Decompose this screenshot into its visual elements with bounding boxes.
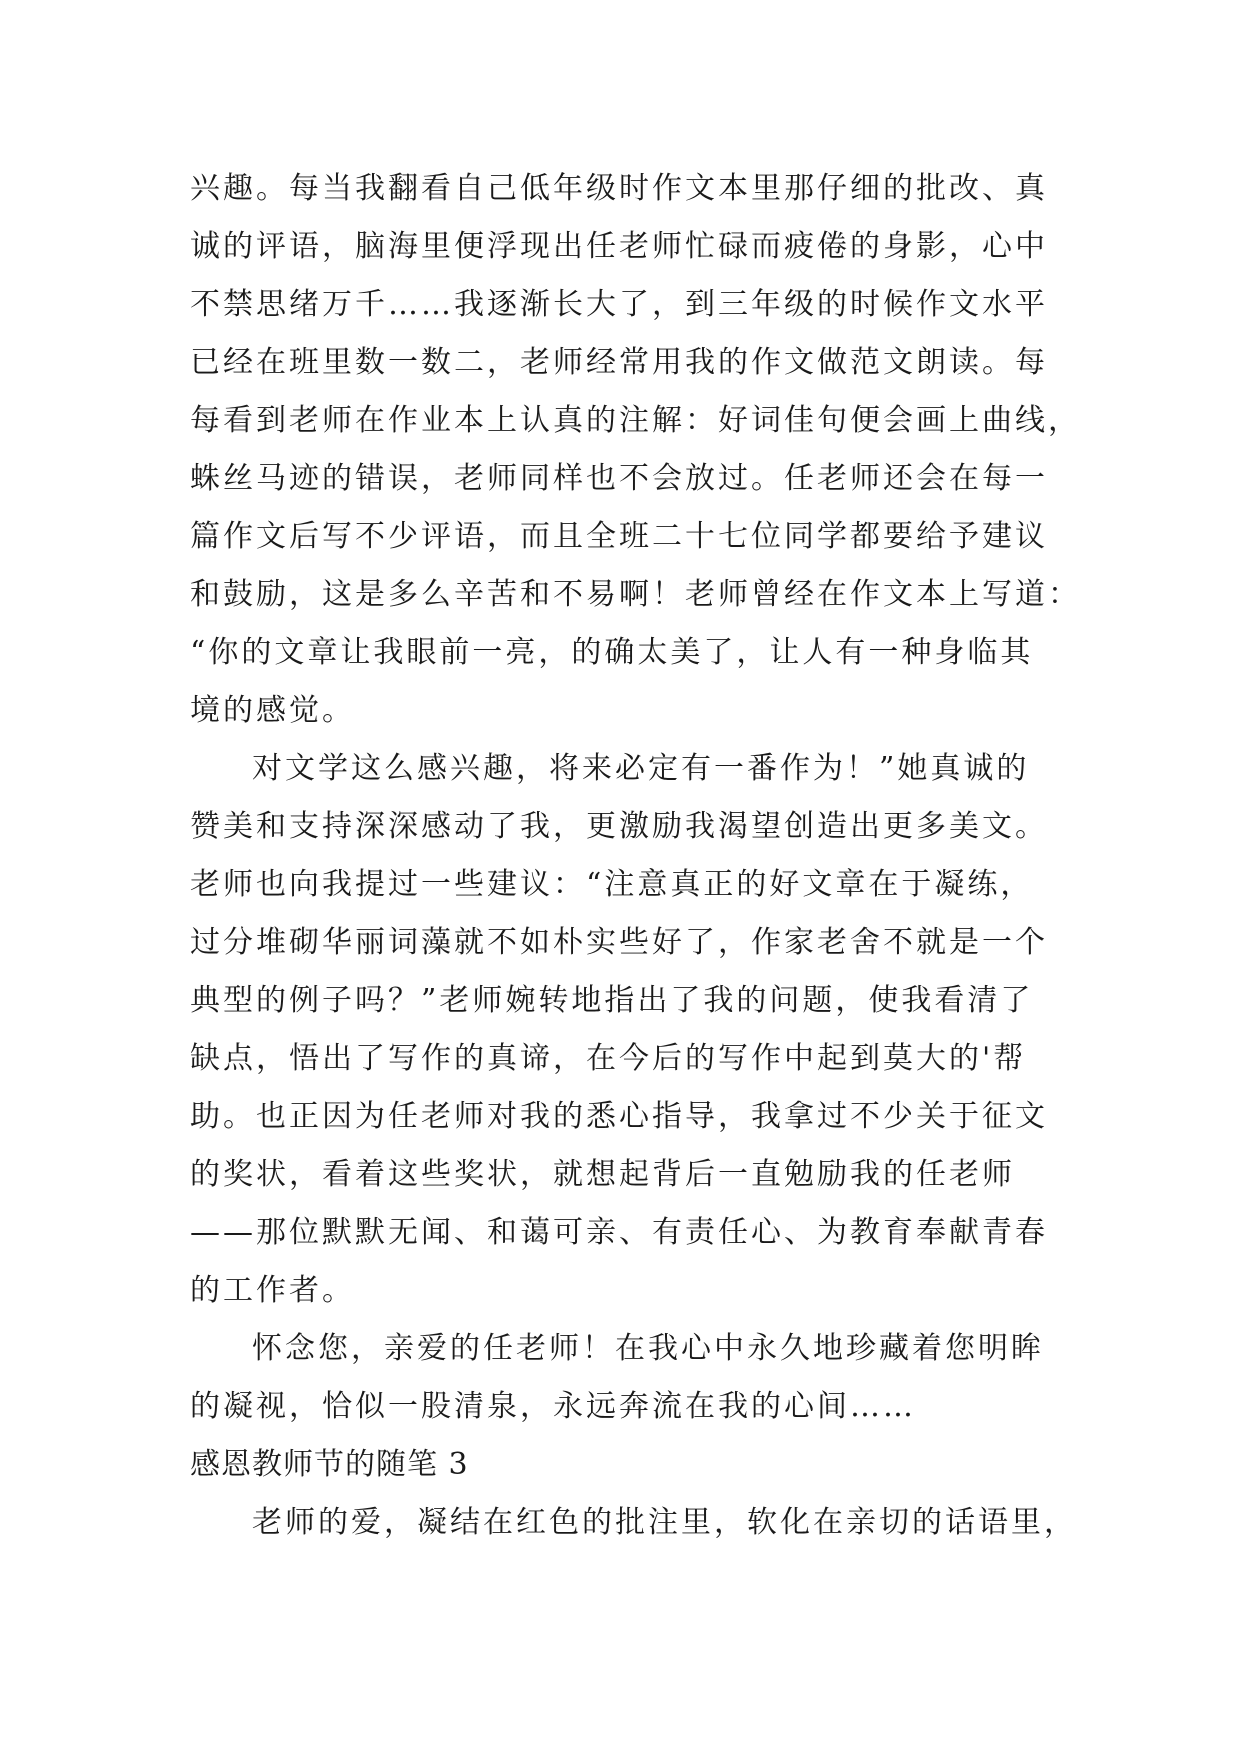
text-line: 缺点，悟出了写作的真谛，在今后的写作中起到莫大的'帮 bbox=[190, 1041, 1027, 1076]
text-line: 赞美和支持深深感动了我，更激励我渴望创造出更多美文。 bbox=[190, 809, 1048, 844]
text-line: 每看到老师在作业本上认真的注解：好词佳句便会画上曲线， bbox=[190, 403, 1081, 438]
text-line: 过分堆砌华丽词藻就不如朴实些好了，作家老舍不就是一个 bbox=[190, 925, 1048, 960]
text-line: ——那位默默无闻、和蔼可亲、有责任心、为教育奉献青春 bbox=[190, 1215, 1048, 1250]
text-line: 的奖状，看着这些奖状，就想起背后一直勉励我的任老师 bbox=[190, 1157, 1015, 1192]
text-line: 不禁思绪万千……我逐渐长大了，到三年级的时候作文水平 bbox=[190, 287, 1048, 322]
section-heading: 感恩教师节的随笔 3 bbox=[190, 1447, 469, 1482]
text-line: 的工作者。 bbox=[190, 1273, 355, 1308]
paragraph-start-line: 对文学这么感兴趣，将来必定有一番作为！”她真诚的 bbox=[252, 751, 1030, 786]
text-line: 老师也向我提过一些建议：“注意真正的好文章在于凝练， bbox=[190, 867, 1034, 902]
text-line: 已经在班里数一数二，老师经常用我的作文做范文朗读。每 bbox=[190, 345, 1048, 380]
text-line: 蛛丝马迹的错误，老师同样也不会放过。任老师还会在每一 bbox=[190, 461, 1048, 496]
text-line: 兴趣。每当我翻看自己低年级时作文本里那仔细的批改、真 bbox=[190, 171, 1048, 206]
text-line: 助。也正因为任老师对我的悉心指导，我拿过不少关于征文 bbox=[190, 1099, 1048, 1134]
text-line: 典型的例子吗？”老师婉转地指出了我的问题，使我看清了 bbox=[190, 983, 1034, 1018]
essay-body bbox=[190, 160, 1081, 1552]
text-line: 和鼓励，这是多么辛苦和不易啊！老师曾经在作文本上写道： bbox=[190, 577, 1081, 612]
paragraph-start-line: 怀念您，亲爱的任老师！在我心中永久地珍藏着您明眸 bbox=[252, 1331, 1044, 1366]
text-line: 篇作文后写不少评语，而且全班二十七位同学都要给予建议 bbox=[190, 519, 1048, 554]
text-line: 诚的评语，脑海里便浮现出任老师忙碌而疲倦的身影，心中 bbox=[190, 229, 1048, 264]
text-line: 境的感觉。 bbox=[190, 693, 355, 728]
text-line: 的凝视，恰似一股清泉，永远奔流在我的心间…… bbox=[190, 1389, 916, 1424]
text-line: “你的文章让我眼前一亮，的确太美了，让人有一种身临其 bbox=[190, 635, 1034, 670]
paragraph-start-line: 老师的爱，凝结在红色的批注里，软化在亲切的话语里， bbox=[252, 1505, 1077, 1540]
